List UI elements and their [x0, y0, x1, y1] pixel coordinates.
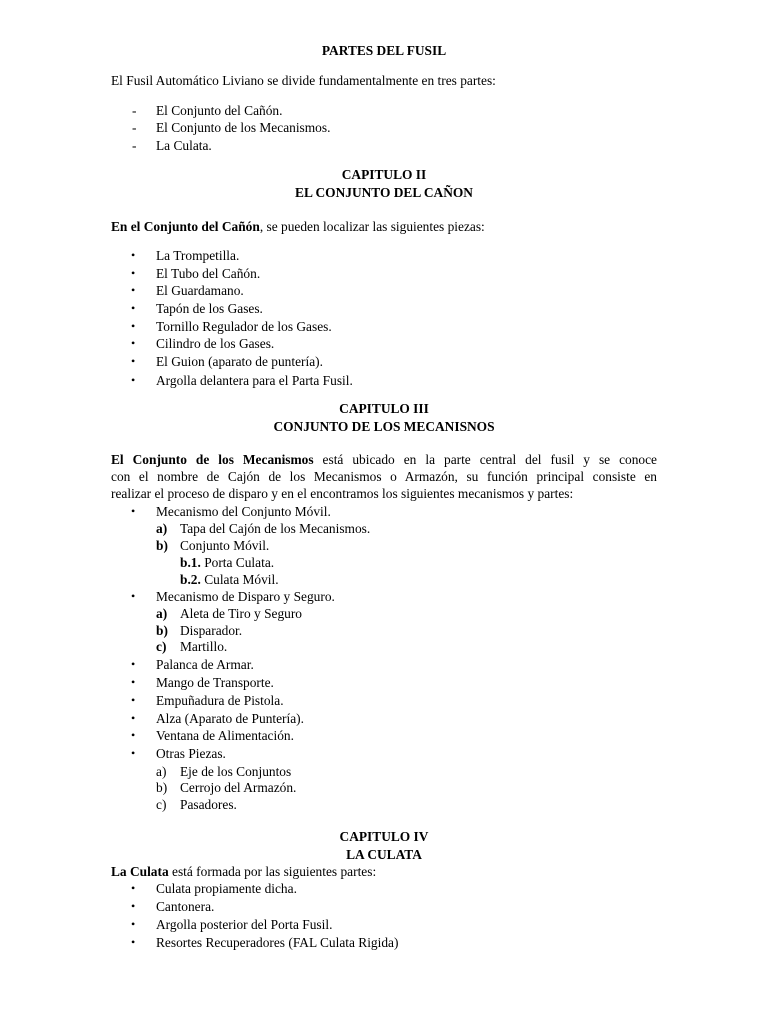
bullet-icon: •: [131, 283, 136, 297]
sub-label: a): [156, 764, 167, 779]
dash-marker: -: [132, 103, 137, 118]
sub-sub-label: b.2.: [180, 572, 201, 587]
bullet-icon: •: [131, 373, 136, 387]
list-item: Cilindro de los Gases.: [156, 336, 275, 351]
chapter3-para-line2: con el nombre de Cajón de los Mecanismos o Armazón, su función principal consiste en: [111, 469, 657, 484]
chapter3-para-line3: realizar el proceso de disparo y en el encontramos los siguientes mecanismos y partes:: [111, 486, 574, 501]
list-item: Tornillo Regulador de los Gases.: [156, 319, 332, 334]
bullet-icon: •: [131, 728, 136, 742]
sub-sub-label: b.1.: [180, 555, 201, 570]
sub-item: Pasadores.: [180, 797, 237, 812]
bullet-icon: •: [131, 711, 136, 725]
sub-item: Cerrojo del Armazón.: [180, 780, 297, 795]
bullet-icon: •: [131, 248, 136, 262]
chapter4-subheading: LA CULATA: [346, 847, 422, 862]
chapter2-subheading: EL CONJUNTO DEL CAÑON: [295, 185, 473, 200]
dash-marker: -: [132, 138, 137, 153]
bullet-icon: •: [131, 746, 136, 760]
chapter2-intro-rest: , se pueden localizar las siguientes piezas:: [259, 219, 485, 234]
part-item: La Culata.: [156, 138, 212, 153]
list-item: Cantonera.: [156, 899, 215, 914]
list-item: Ventana de Alimentación.: [156, 728, 294, 743]
list-item: Mecanismo del Conjunto Móvil.: [156, 504, 331, 519]
bullet-icon: •: [131, 504, 136, 518]
sub-label: b): [156, 538, 168, 553]
chapter3-para-line1: [111, 451, 657, 468]
part-item: El Conjunto del Cañón.: [156, 103, 283, 118]
sub-label: a): [156, 521, 168, 536]
sub-sub-item: [180, 554, 274, 571]
chapter3-para-rest: está ubicado en la parte central del fusil y se conoce: [313, 452, 657, 467]
sub-label: b): [156, 780, 168, 795]
sub-sub-text: Porta Culata.: [200, 555, 275, 570]
list-item: Argolla delantera para el Parta Fusil.: [156, 373, 353, 388]
list-item: Otras Piezas.: [156, 746, 226, 761]
list-item: El Guion (aparato de puntería).: [156, 354, 323, 369]
list-item: Tapón de los Gases.: [156, 301, 263, 316]
sub-sub-text: Culata Móvil.: [200, 572, 279, 587]
bullet-icon: •: [131, 354, 136, 368]
list-item: Empuñadura de Pistola.: [156, 693, 284, 708]
list-item: El Tubo del Cañón.: [156, 266, 261, 281]
chapter4-heading: CAPITULO IV: [339, 829, 429, 844]
list-item: La Trompetilla.: [156, 248, 240, 263]
part-item: El Conjunto de los Mecanismos.: [156, 120, 331, 135]
sub-item: Aleta de Tiro y Seguro: [180, 606, 302, 621]
chapter3-para-bold: El Conjunto de los Mecanismos: [111, 452, 314, 467]
bullet-icon: •: [131, 657, 136, 671]
bullet-icon: •: [131, 266, 136, 280]
sub-item: Disparador.: [180, 623, 243, 638]
sub-item: Conjunto Móvil.: [180, 538, 270, 553]
chapter2-heading: CAPITULO II: [341, 167, 427, 182]
sub-label: c): [156, 797, 167, 812]
chapter4-intro: [111, 863, 376, 880]
list-item: Palanca de Armar.: [156, 657, 254, 672]
chapter4-intro-bold: La Culata: [111, 864, 169, 879]
list-item: Argolla posterior del Porta Fusil.: [156, 917, 333, 932]
list-item: Culata propiamente dicha.: [156, 881, 297, 896]
bullet-icon: •: [131, 675, 136, 689]
bullet-icon: •: [131, 917, 136, 931]
bullet-icon: •: [131, 935, 136, 949]
sub-label: a): [156, 606, 168, 621]
document-title: PARTES DEL FUSIL: [321, 43, 447, 58]
sub-item: Martillo.: [180, 639, 228, 654]
dash-marker: -: [132, 120, 137, 135]
sub-item: Tapa del Cajón de los Mecanismos.: [180, 521, 371, 536]
bullet-icon: •: [131, 899, 136, 913]
list-item: Mango de Transporte.: [156, 675, 274, 690]
bullet-icon: •: [131, 881, 136, 895]
bullet-icon: •: [131, 693, 136, 707]
list-item: Alza (Aparato de Puntería).: [156, 711, 304, 726]
sub-label: b): [156, 623, 168, 638]
list-item: El Guardamano.: [156, 283, 244, 298]
list-item: Mecanismo de Disparo y Seguro.: [156, 589, 335, 604]
chapter3-subheading: CONJUNTO DE LOS MECANISNOS: [273, 419, 495, 434]
chapter3-heading: CAPITULO III: [339, 401, 429, 416]
sub-label: c): [156, 639, 167, 654]
intro-text: El Fusil Automático Liviano se divide fundamentalmente en tres partes:: [111, 73, 496, 88]
list-item: Resortes Recuperadores (FAL Culata Rigida): [156, 935, 399, 950]
sub-sub-item: [180, 571, 279, 588]
bullet-icon: •: [131, 589, 136, 603]
chapter2-intro-bold: En el Conjunto del Cañón: [111, 219, 260, 234]
sub-item: Eje de los Conjuntos: [180, 764, 292, 779]
bullet-icon: •: [131, 336, 136, 350]
chapter2-intro: [111, 218, 485, 235]
chapter4-intro-rest: está formada por las siguientes partes:: [168, 864, 377, 879]
bullet-icon: •: [131, 301, 136, 315]
bullet-icon: •: [131, 319, 136, 333]
